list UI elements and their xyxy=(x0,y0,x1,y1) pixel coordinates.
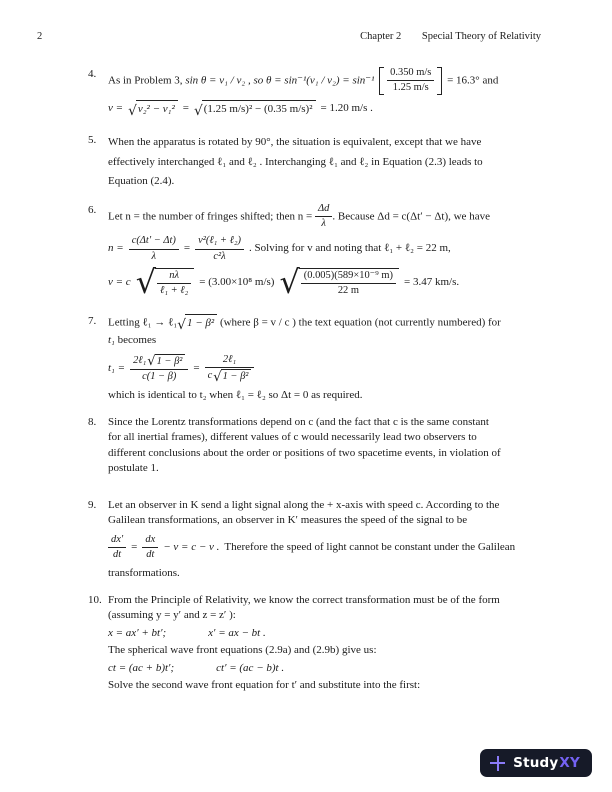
problem-10-line-2: (assuming y = y′ and z = z′ ): xyxy=(108,609,236,622)
math-fragment: = (3.00×10⁸ m/s) xyxy=(199,276,275,289)
square-root xyxy=(279,262,399,301)
problem-9-number: 9. xyxy=(88,498,97,511)
radical-sign: √ xyxy=(193,102,203,119)
problem-10-number: 10. xyxy=(88,593,102,606)
fraction xyxy=(129,235,179,263)
fraction xyxy=(205,354,255,384)
problem-10-line-4: Solve the second wave front equation for t′ and substitute into the first: xyxy=(108,679,421,692)
text-fragment: . Solving for v and noting that ℓ₁ + ℓ₂ = 22 m, xyxy=(249,242,451,255)
problem-7-line-2 xyxy=(108,333,545,349)
problem-5-line-3: Equation (2.4). xyxy=(108,175,175,188)
math-fragment: n = xyxy=(108,242,124,255)
problem-8-line-4: postulate 1. xyxy=(108,462,159,475)
logo-text-xy: XY xyxy=(559,755,580,771)
fraction-numerator: dx xyxy=(142,534,158,548)
math-fragment: v = c xyxy=(108,276,131,289)
fraction-numerator: 0.350 m/s xyxy=(387,67,434,81)
math-fragment: ct = (ac + b)t′; xyxy=(108,661,175,674)
problem-8-line-3: different conclusions about the order or positions of two spacetime events, in violation of xyxy=(108,446,501,459)
running-header xyxy=(0,0,612,42)
radical-sign: √ xyxy=(279,262,300,301)
problem-4 xyxy=(88,67,545,122)
math-fragment: = xyxy=(193,361,200,374)
problem-10-equation-2 xyxy=(108,661,545,677)
math-fragment: = 3.47 km/s. xyxy=(404,276,460,289)
fraction-numerator: v²(ℓ₁ + ℓ₂) xyxy=(195,235,244,249)
radicand: 1 − β² xyxy=(155,354,186,368)
text-fragment: (where β = v / c ) the text equation (not currently numbered) for xyxy=(219,315,501,328)
text-fragment: becomes xyxy=(114,334,157,347)
problem-9 xyxy=(88,498,545,582)
problem-9-line-1: Let an observer in K send a light signal along the + x-axis with speed c. According to the xyxy=(108,498,500,511)
math-fragment: v = xyxy=(108,101,124,114)
chapter-label: Chapter 2 xyxy=(360,31,402,42)
radicand: v₂² − v₁² xyxy=(136,100,178,118)
fraction-denominator: λ xyxy=(151,250,157,262)
fraction xyxy=(142,534,158,562)
page-number: 2 xyxy=(37,31,43,42)
text-fragment: Therefore the speed of light cannot be constant under the Galilean xyxy=(224,540,516,553)
square-root xyxy=(135,262,195,301)
radical-sign: √ xyxy=(147,354,156,370)
fraction-denominator: 22 m xyxy=(337,285,359,297)
radical-sign: √ xyxy=(135,262,157,301)
fraction-denominator: dt xyxy=(113,549,122,561)
fraction xyxy=(195,235,244,263)
text-fragment: Let n = the number of fringes shifted; then n = xyxy=(108,210,313,223)
right-bracket xyxy=(437,67,442,95)
fraction xyxy=(157,270,191,298)
text-fragment: . Because Δd = c(Δt′ − Δt), we have xyxy=(332,210,490,223)
fraction-numerator: dx′ xyxy=(108,534,126,548)
problem-8 xyxy=(88,415,545,477)
problem-10 xyxy=(88,593,545,694)
math-fragment: 2ℓ₁ xyxy=(133,354,147,366)
problem-7-line-1 xyxy=(108,314,545,332)
square-root xyxy=(194,100,316,118)
problem-5-number: 5. xyxy=(88,134,97,147)
fraction-denominator: 1.25 m/s xyxy=(392,82,429,94)
fraction xyxy=(130,354,188,384)
problem-9-line-3: transformations. xyxy=(108,567,180,580)
fraction-numerator: (0.005)(589×10⁻⁹ m) xyxy=(301,270,396,284)
math-fragment: t₁ xyxy=(108,334,115,347)
problem-8-number: 8. xyxy=(88,415,97,428)
problem-4-number: 4. xyxy=(88,68,97,80)
problem-8-line-2: for all inertial frames), different values of c would necessarily lead two observers to xyxy=(108,431,477,444)
problem-6-line-1 xyxy=(108,203,545,231)
fraction-numerator xyxy=(130,354,188,370)
math-fragment: sin θ = v₁ / v₂ , so θ = sin⁻¹(v₁ / v₂) = sin⁻¹ xyxy=(185,74,375,87)
fraction-numerator: nλ xyxy=(157,270,191,284)
radical-sign: √ xyxy=(177,316,186,333)
math-fragment: x = ax′ + bt′; xyxy=(108,626,167,639)
fraction-denominator: c²λ xyxy=(213,250,226,262)
logo-text-study: Study xyxy=(513,755,559,771)
square-root xyxy=(177,314,217,332)
problem-7 xyxy=(88,314,545,404)
solutions-list xyxy=(0,42,612,694)
problem-7-line-3: which is identical to t₂ when ℓ₁ = ℓ₂ so Δt = 0 as required. xyxy=(108,389,363,402)
fraction-denominator: dt xyxy=(146,549,155,561)
problem-9-equation xyxy=(108,534,545,562)
radicand: 1 − β² xyxy=(185,314,217,332)
fraction xyxy=(108,534,126,562)
math-fragment: x′ = ax − bt . xyxy=(208,626,266,639)
fraction xyxy=(301,270,396,298)
math-fragment: ct′ = (ac − b)t . xyxy=(216,661,285,674)
problem-10-equation-1 xyxy=(108,626,545,642)
problem-8-line-1: Since the Lorentz transformations depend on c (and the fact that c is the same constant xyxy=(108,415,489,428)
problem-9-line-2: Galilean transformations, an observer in K′ measures the speed of the signal to be xyxy=(108,514,468,527)
fraction-numerator: Δd xyxy=(315,203,332,217)
studyxy-logo xyxy=(480,749,592,777)
problem-4-line-1 xyxy=(108,67,545,95)
chapter-title: Special Theory of Relativity xyxy=(421,31,541,42)
problem-5-line-1: When the apparatus is rotated by 90°, the situation is equivalent, except that we have xyxy=(108,136,482,149)
problem-7-number: 7. xyxy=(88,314,97,327)
plus-icon xyxy=(490,756,505,771)
math-fragment: = 1.20 m/s . xyxy=(320,101,373,114)
square-root xyxy=(213,369,251,383)
text-fragment: As in Problem 3, xyxy=(108,74,186,87)
fraction-denominator: ℓ₁ + ℓ₂ xyxy=(160,285,189,297)
fraction-denominator: λ xyxy=(321,217,326,229)
problem-10-line-1: From the Principle of Relativity, we know the correct transformation must be of the form xyxy=(108,593,500,606)
problem-6-number: 6. xyxy=(88,203,97,216)
math-fragment: c xyxy=(207,369,213,381)
math-fragment: t₁ = xyxy=(108,361,126,374)
math-fragment: = xyxy=(182,101,189,114)
problem-6-equation-1 xyxy=(108,235,545,263)
radicand: 1 − β² xyxy=(221,369,252,383)
math-fragment: = xyxy=(183,242,191,255)
problem-6-equation-2 xyxy=(108,262,545,301)
square-root xyxy=(128,100,178,118)
problem-4-equation xyxy=(108,100,545,118)
problem-10-line-3: The spherical wave front equations (2.9a) and (2.9b) give us: xyxy=(108,644,377,657)
math-fragment: = xyxy=(131,540,138,553)
radical-sign: √ xyxy=(213,369,222,385)
bracketed-fraction xyxy=(379,67,442,95)
text-fragment: Letting ℓ₁ → ℓ₁ xyxy=(108,315,178,328)
problem-5-line-2: effectively interchanged ℓ₁ and ℓ₂ . Interchanging ℓ₁ and ℓ₂ in Equation (2.3) leads to xyxy=(108,155,483,168)
fraction-numerator: 2ℓ₁ xyxy=(205,354,255,368)
fraction-numerator: c(Δt′ − Δt) xyxy=(129,235,179,249)
problem-7-equation xyxy=(108,354,545,384)
square-root xyxy=(147,354,185,368)
radicand: (1.25 m/s)² − (0.35 m/s)² xyxy=(202,100,316,118)
math-fragment: = 16.3° and xyxy=(447,74,499,87)
inline-fraction xyxy=(315,203,332,231)
math-fragment: − v = c − v . xyxy=(163,540,220,553)
fraction-denominator xyxy=(205,368,255,383)
problem-6 xyxy=(88,203,545,303)
left-bracket xyxy=(379,67,384,95)
fraction-denominator: c(1 − β) xyxy=(142,370,177,382)
problem-5 xyxy=(88,133,545,192)
chapter-header xyxy=(360,31,541,42)
radical-sign: √ xyxy=(128,102,137,119)
